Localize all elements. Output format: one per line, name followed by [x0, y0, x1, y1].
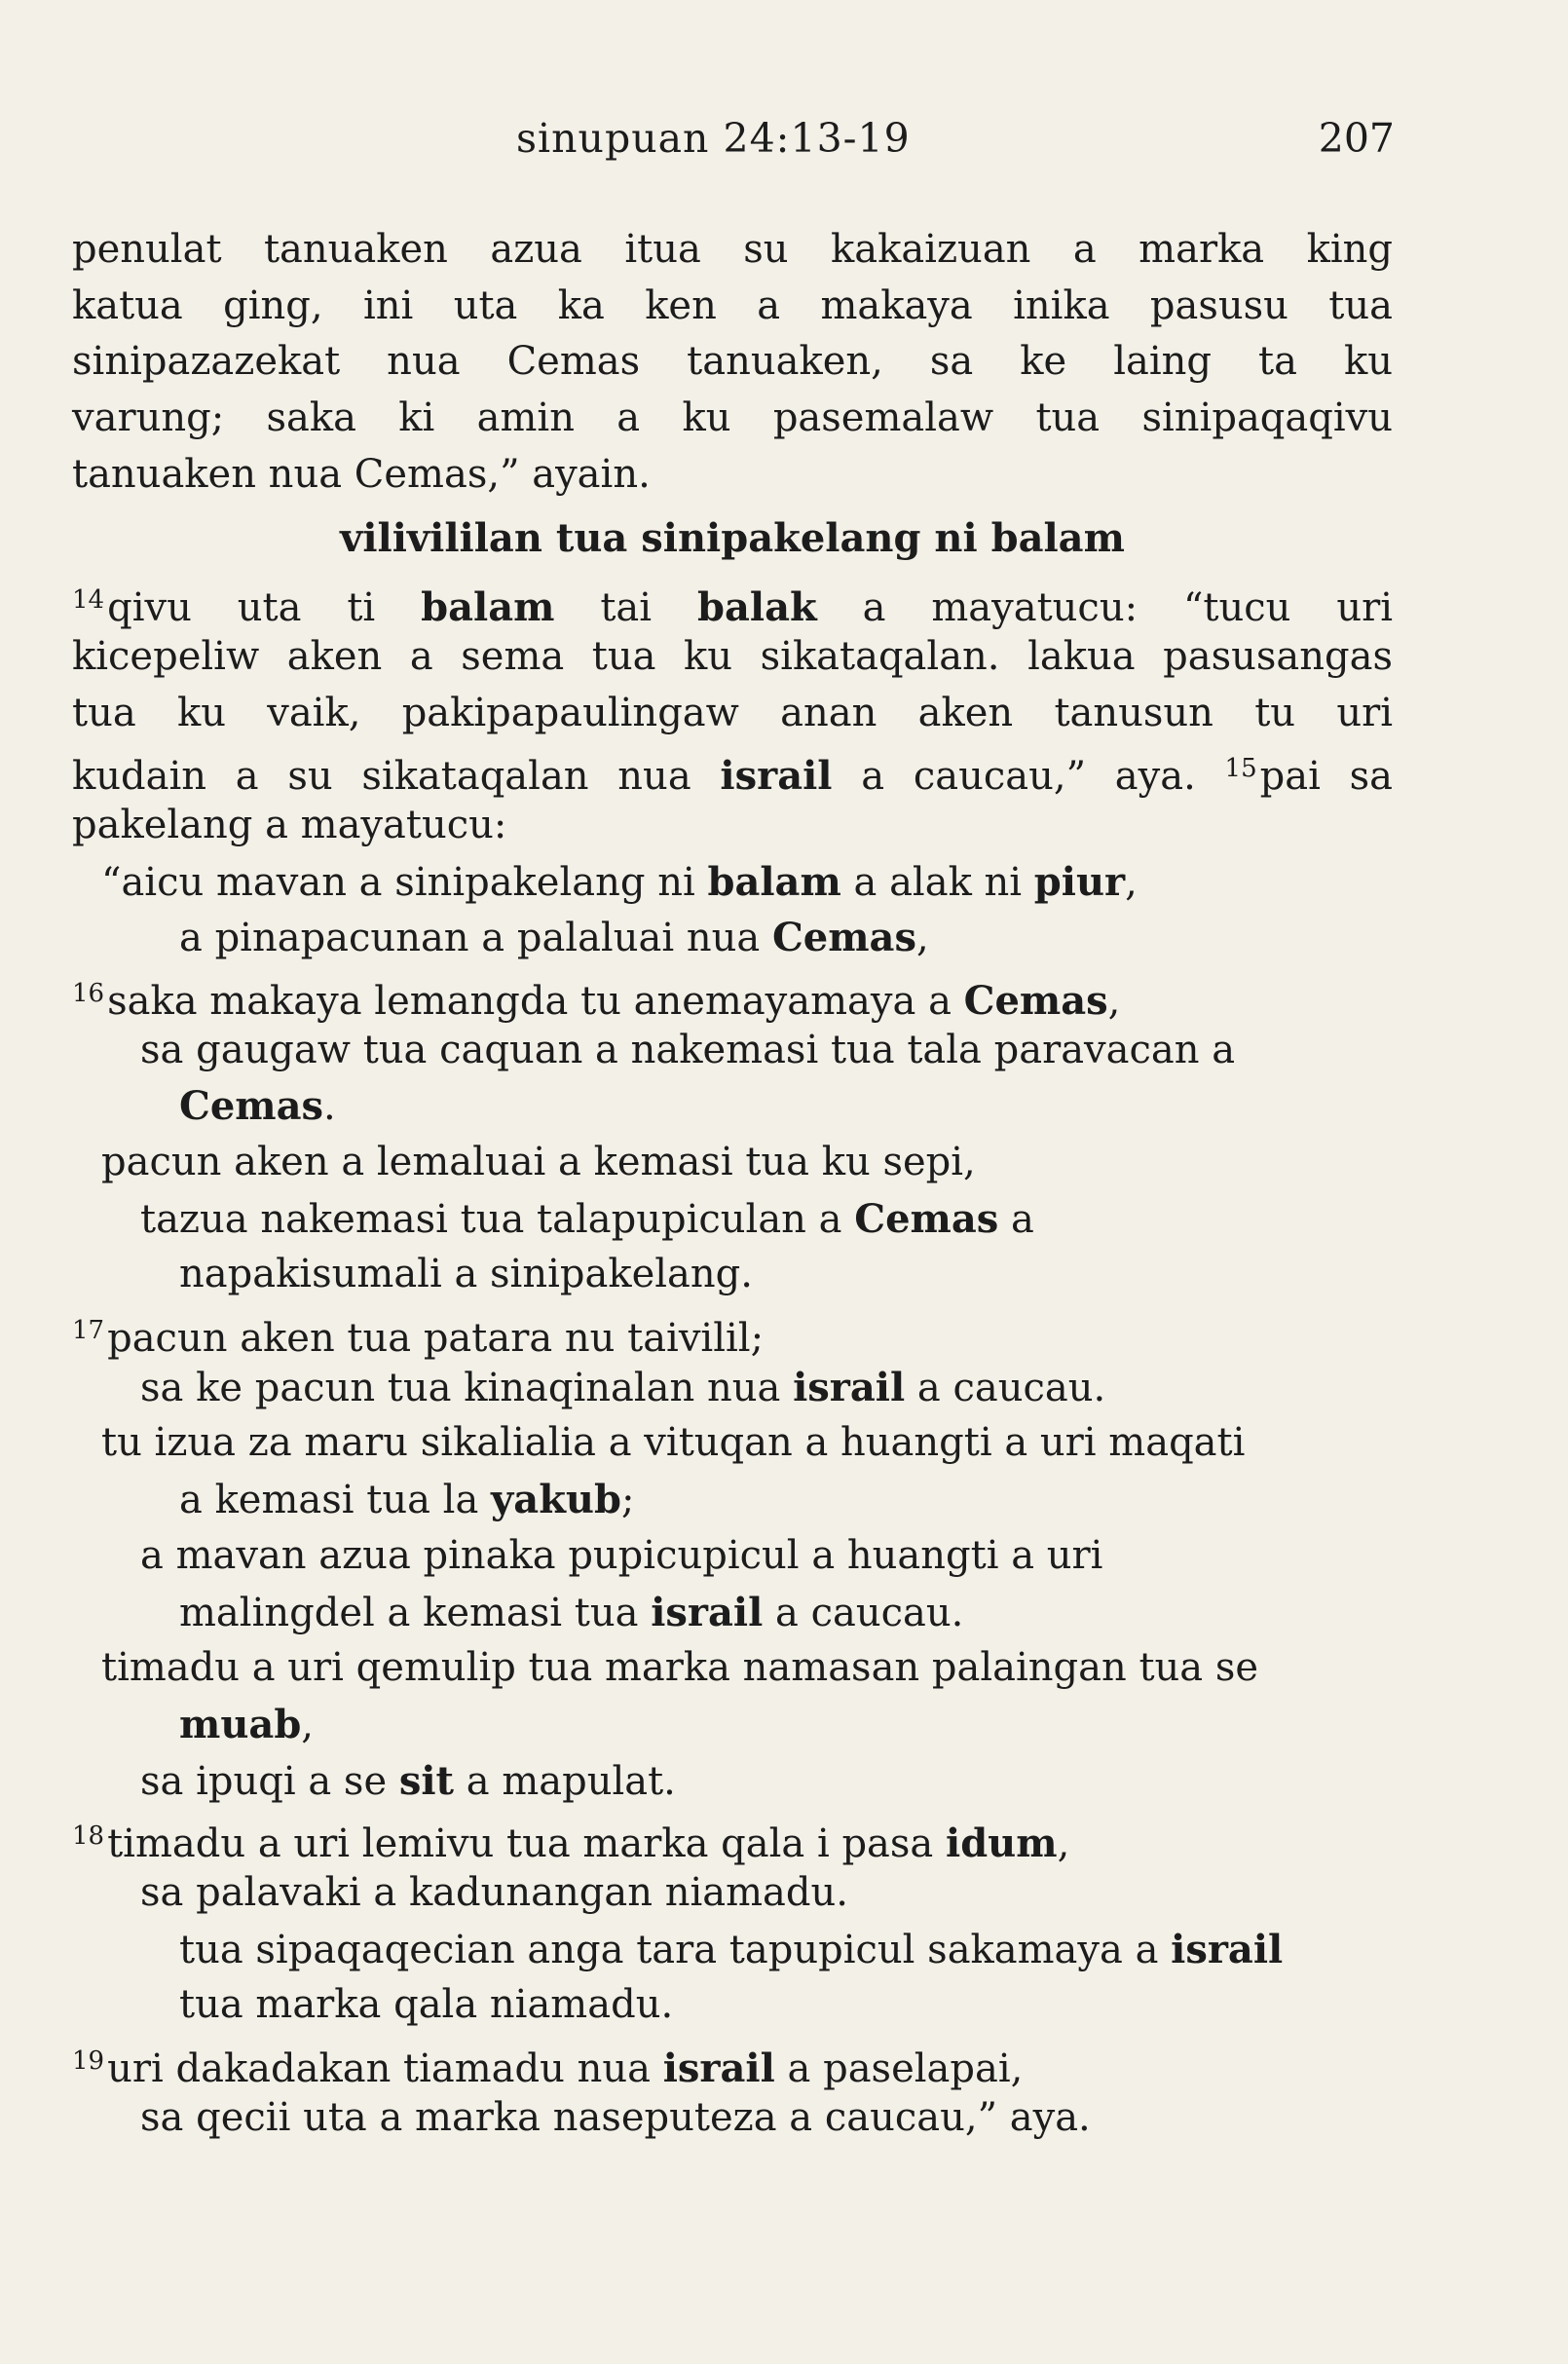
- verse-number: 19: [72, 2046, 105, 2076]
- poem-line: malingdel a kemasi tua israil a caucau.: [179, 1589, 964, 1635]
- page-body: [72, 222, 1393, 2146]
- poem-line: pacun aken a lemaluai a kemasi tua ku sepi,: [101, 1140, 976, 1184]
- poem-line: tua sipaqaqecian anga tara tapupicul sakamaya a israil: [179, 1926, 1284, 1972]
- verse-number: 16: [72, 978, 105, 1008]
- poem-line: sa palavaki a kadunangan niamadu.: [140, 1869, 848, 1915]
- running-head: sinupuan 24:13-19: [516, 115, 911, 162]
- verse-number: 14: [72, 585, 105, 616]
- prose-line: tanuaken nua Cemas,” ayain.: [72, 451, 651, 497]
- prose-line: penulat tanuaken azua itua su kakaizuan a marka king: [72, 227, 1393, 272]
- poem-line: tua marka qala niamadu.: [179, 1982, 674, 2028]
- section-heading: vilivililan tua sinipakelang ni balam: [340, 515, 1125, 562]
- poem-line: “aicu mavan a sinipakelang ni balam a alak ni piur,: [101, 858, 1138, 905]
- poem-line: sa qecii uta a marka naseputeza a caucau,” aya.: [140, 2094, 1091, 2140]
- poem-line: $^{16}$saka makaya lemangda tu anemayamaya a Cemas,: [72, 977, 1121, 1024]
- prose-line: varung; saka ki amin a ku pasemalaw tua sinipaqaqivu: [72, 395, 1393, 441]
- verse-number: 17: [72, 1316, 105, 1346]
- verse-14-line: $^{14}$qivu uta ti balam tai balak a mayatucu: “tucu uri: [72, 584, 1393, 631]
- page-header: [0, 115, 1568, 173]
- verse-number: 15: [1224, 754, 1257, 784]
- prose-line: pakelang a mayatucu:: [72, 802, 507, 847]
- poem-line: timadu a uri qemulip tua marka namasan palaingan tua se: [101, 1645, 1259, 1691]
- poem-line: sa ipuqi a se sit a mapulat.: [140, 1757, 676, 1804]
- poem-line: tu izua za maru sikalialia a vituqan a huangti a uri maqati: [101, 1420, 1246, 1466]
- poem-line: a mavan azua pinaka pupicupicul a huangti a uri: [140, 1532, 1103, 1578]
- prose-line: kudain a su sikataqalan nua israil a caucau,” aya. $^{15}$pai sa: [72, 753, 1393, 800]
- poem-line: $^{18}$timadu a uri lemivu tua marka qala i pasa idum,: [72, 1820, 1070, 1867]
- poem-line: $^{17}$pacun aken tua patara nu taivilil;: [72, 1316, 765, 1362]
- verse-number: 18: [72, 1821, 105, 1852]
- poem-line: $^{19}$uri dakadakan tiamadu nua israil a paselapai,: [72, 2045, 1024, 2091]
- poem-line: sa gaugaw tua caquan a nakemasi tua tala paravacan a: [140, 1027, 1236, 1072]
- poem-line: Cemas.: [179, 1083, 336, 1130]
- page-number: 207: [1318, 115, 1395, 162]
- poem-line: tazua nakemasi tua talapupiculan a Cemas a: [140, 1195, 1034, 1242]
- poem-line: a kemasi tua la yakub;: [179, 1477, 635, 1523]
- poem-line: a pinapacunan a palaluai nua Cemas,: [179, 915, 929, 961]
- poem-line: napakisumali a sinipakelang.: [179, 1252, 753, 1297]
- poem-line: sa ke pacun tua kinaqinalan nua israil a caucau.: [140, 1364, 1106, 1410]
- prose-line: kicepeliw aken a sema tua ku sikataqalan. lakua pasusangas: [72, 633, 1393, 679]
- prose-line: katua ging, ini uta ka ken a makaya inika pasusu tua: [72, 282, 1393, 328]
- poem-line: muab,: [179, 1701, 315, 1747]
- prose-line: sinipazazekat nua Cemas tanuaken, sa ke laing ta ku: [72, 339, 1393, 385]
- prose-line: tua ku vaik, pakipapaulingaw anan aken tanusun tu uri: [72, 690, 1393, 735]
